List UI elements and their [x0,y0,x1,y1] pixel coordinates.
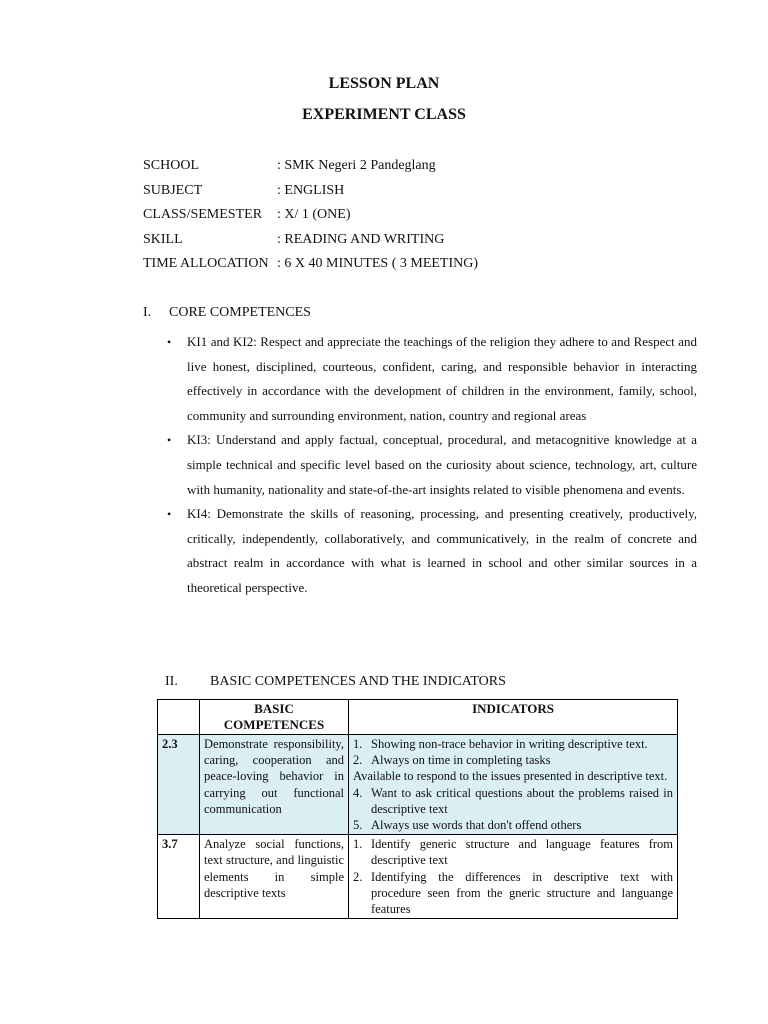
indicator-item [353,768,673,784]
section-title: BASIC COMPETENCES AND THE INDICATORS [210,674,506,689]
document-subtitle: EXPERIMENT CLASS [302,106,466,123]
competences-table [157,699,678,919]
table-row [158,835,678,919]
indicator-number: 4. [353,785,363,800]
core-competences-list [167,330,697,601]
info-label: SKILL [143,231,183,247]
list-item [167,502,697,600]
list-item-text: KI1 and KI2: Respect and appreciate the teachings of the religion they adhere to and Respect and live honest, disciplined, courteous, confident, caring, and responsible behavior in interacting effectively in accordance with the development of children in the environment, family, school, community and surrounding environment, nation, country and regional areas [187,334,697,423]
indicator-number: 1. [353,837,363,852]
info-label: TIME ALLOCATION [143,256,269,271]
info-row-time-allocation [143,256,478,281]
competence-text: Demonstrate responsibility, caring, cooperation and peace-loving behavior in carrying out functional communication [200,735,349,835]
indicator-list [353,736,673,833]
table-header-cell: INDICATORS [349,700,678,735]
bullet-icon: • [167,433,172,448]
info-value: : READING AND WRITING [277,231,445,247]
info-value: : ENGLISH [277,182,345,198]
indicator-number: 1. [353,737,363,751]
info-row-skill [143,232,478,257]
indicator-text: Always use words that don't offend others [371,818,582,833]
info-value: : X/ 1 (ONE) [277,207,351,222]
table-header-cell: BASIC COMPETENCES [200,700,349,735]
competence-code: 2.3 [158,735,200,835]
indicator-item [353,817,673,833]
bullet-icon: • [167,507,172,522]
indicator-number: 2. [353,869,363,884]
competence-code: 3.7 [158,835,200,919]
indicator-list [353,836,673,917]
info-row-class-semester [143,207,478,232]
info-value: : 6 X 40 MINUTES ( 3 MEETING) [277,256,479,271]
info-value: : SMK Negeri 2 Pandeglang [277,158,436,173]
list-item-text: KI3: Understand and apply factual, conceptual, procedural, and metacognitive knowledge at a simple technical and specific level based on the curiosity about science, technology, art, culture with humanity, nationality and state-of-the-art insights related to visible phenomena and events. [187,432,697,497]
info-label: CLASS/SEMESTER [143,207,263,222]
indicator-text: Identifying the differences in descriptive text with procedure seen from the gneric structure and languange features [371,869,673,917]
indicator-text: Available to respond to the issues presented in descriptive text. [353,769,668,784]
info-row-subject [143,183,478,208]
list-item-text: KI4: Demonstrate the skills of reasoning, processing, and presenting creatively, productively, critically, independently, collaboratively, and communicatively, in the realm of concrete and abstract realm in accordance with what is learned in school and other similar sources in a theoretical perspective. [187,506,697,595]
section-number: I. [143,305,152,320]
list-item [167,330,697,428]
table-row [158,735,678,835]
info-row-school [143,158,478,183]
bullet-icon: • [167,335,172,349]
indicator-text: Showing non-trace behavior in writing descriptive text. [371,737,648,751]
section-number: II. [165,674,178,689]
info-label: SUBJECT [143,182,203,198]
document-title: LESSON PLAN [328,75,440,92]
competence-text: Analyze social functions, text structure, and linguistic elements in simple descriptive texts [200,835,349,919]
indicator-text: Always on time in completing tasks [371,753,551,768]
indicators-cell [349,835,678,919]
section-heading-basic-competences [165,674,506,690]
indicator-number: 5. [353,818,363,833]
indicators-cell [349,735,678,835]
info-block [143,158,478,281]
section-heading-core-competences [143,305,311,321]
indicator-text: Want to ask critical questions about the problems raised in descriptive text [371,785,673,816]
indicator-item [353,736,673,752]
info-label: SCHOOL [143,158,200,173]
table-header-cell [158,700,200,735]
list-item [167,428,697,502]
table-header-row [158,700,678,735]
indicator-item [353,785,673,817]
indicator-text: Identify generic structure and language features from descriptive text [371,837,673,868]
section-title: CORE COMPETENCES [169,305,311,320]
indicator-item [353,836,673,868]
indicator-number: 2. [353,753,363,768]
indicator-item [353,869,673,918]
indicator-item [353,752,673,768]
